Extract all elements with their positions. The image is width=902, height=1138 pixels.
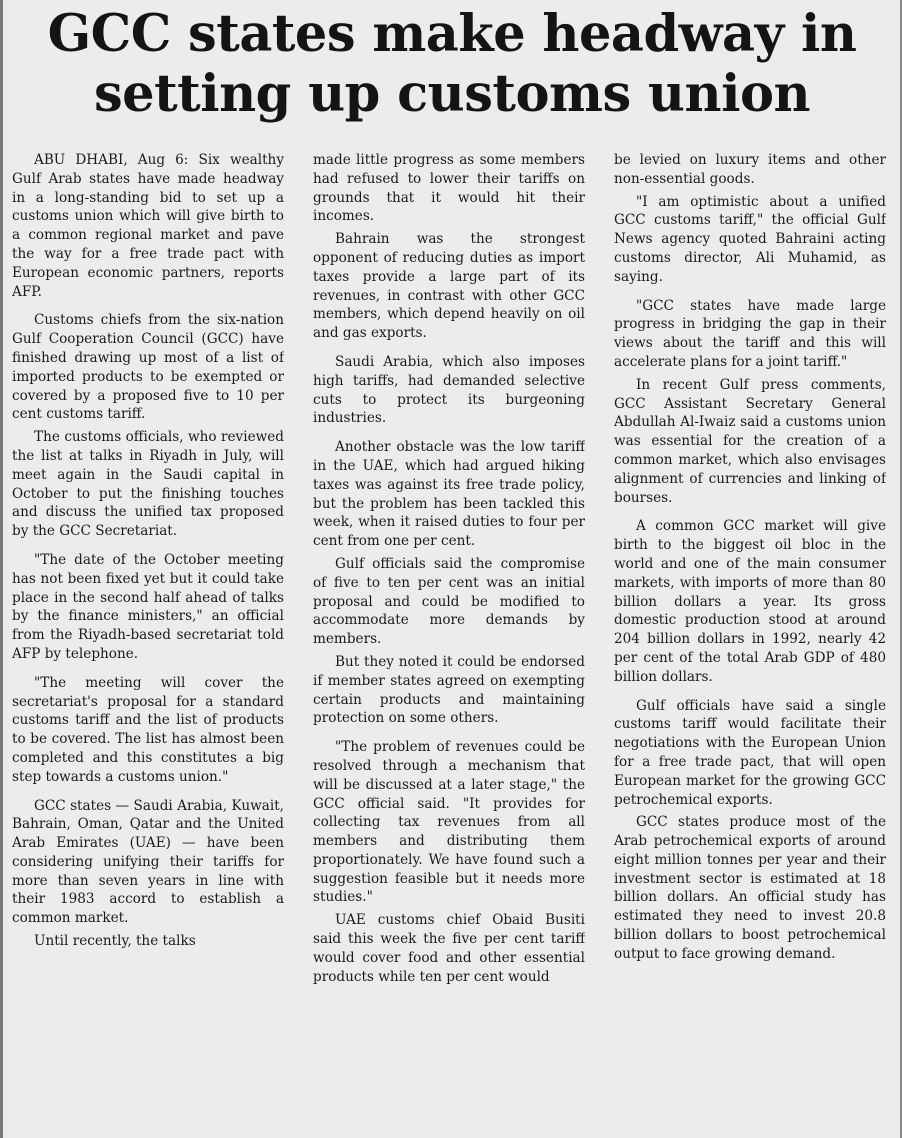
paragraph: "The problem of revenues could be resolved through a mechanism that will be discussed at a later stage," the GCC official said. "It provides for collecting tax revenues from all members and distributing them proportionately. We have found such a suggestion feasible but it needs more studies." — [313, 739, 585, 906]
paragraph: ABU DHABI, Aug 6: Six wealthy Gulf Arab states have made headway in a long-standing bid to set up a customs union which will give birth to a common regional market and pave the way for a free trade pact with European economic partners, reports AFP. — [12, 152, 284, 300]
headline: GCC states make headway in setting up customs union — [47, 4, 857, 124]
paragraph: Customs chiefs from the six-nation Gulf Cooperation Council (GCC) have finished drawing up most of a list of imported products to be exempted or covered by a proposed five to 10 per cent customs tariff. — [12, 312, 284, 423]
paragraph: UAE customs chief Obaid Busiti said this week the five per cent tariff would cover food and other essential products while ten per cent would — [313, 912, 585, 985]
left-page-edge — [0, 0, 3, 1138]
paragraph: But they noted it could be endorsed if member states agreed on exempting certain products and maintaining protection on some others. — [313, 653, 585, 727]
paragraph: Bahrain was the strongest opponent of reducing duties as import taxes provide a large part of its revenues, in contrast with other GCC members, which depend heavily on oil and gas exports. — [313, 231, 585, 342]
paragraph: A common GCC market will give birth to the biggest oil bloc in the world and one of the main consumer markets, with imports of more than 80 billion dollars a year. Its gross domestic production stood at around 204 billion dollars in 1992, nearly 42 per cent of the total Arab GDP of 480 billion dollars. — [614, 518, 886, 685]
paragraph: "The meeting will cover the secretariat's proposal for a standard customs tariff and the list of products to be covered. The list has almost been completed and this constitutes a big step towards a customs union." — [12, 674, 284, 785]
paragraph: "The date of the October meeting has not been fixed yet but it could take place in the second half ahead of talks by the finance ministers," an official from the Riyadh-based secretariat told AFP by telephone. — [12, 551, 284, 662]
paragraph: "GCC states have made large progress in bridging the gap in their views about the tariff and this will accelerate plans for a joint tariff." — [614, 297, 886, 370]
column-3 — [614, 151, 886, 1138]
article-body — [12, 151, 886, 1138]
column-2 — [313, 151, 585, 1138]
paragraph: "I am optimistic about a unified GCC customs tariff," the official Gulf News agency quoted Bahraini acting customs director, Ali Muhamid, as saying. — [614, 193, 886, 285]
paragraph: Another obstacle was the low tariff in the UAE, which had argued hiking taxes was against its free trade policy, but the problem has been tackled this week, when it raised duties to four per cent from one per cent. — [313, 439, 585, 550]
paragraph: Saudi Arabia, which also imposes high tariffs, had demanded selective cuts to protect its burgeoning industries. — [313, 353, 585, 427]
paragraph: GCC states — Saudi Arabia, Kuwait, Bahrain, Oman, Qatar and the United Arab Emirates (UAE) — have been considering unifying their tariffs for more than seven years in line with their 1983 accord to establish a common market. — [12, 797, 284, 927]
paragraph: Until recently, the talks — [34, 933, 196, 950]
paragraph: made little progress as some members had refused to lower their tariffs on grounds that it would hit their incomes. — [313, 152, 585, 225]
paragraph: be levied on luxury items and other non-essential goods. — [614, 152, 886, 187]
paragraph: In recent Gulf press comments, GCC Assistant Secretary General Abdullah Al-Iwaiz said a customs union was essential for the creation of a common market, which also envisages alignment of currencies and linking of bourses. — [614, 376, 886, 506]
paragraph: Gulf officials said the compromise of five to ten per cent was an initial proposal and could be modified to accommodate more demands by members. — [313, 555, 585, 648]
paragraph: GCC states produce most of the Arab petrochemical exports of around eight million tonnes per year and their investment sector is estimated at 18 billion dollars. An official study has estimated they need to invest 20.8 billion dollars to boost petrochemical output to face growing demand. — [614, 814, 886, 962]
paragraph: Gulf officials have said a single customs tariff would facilitate their negotiations with the European Union for a free trade pact, that will open European market for the growing GCC petrochemical exports. — [614, 697, 886, 808]
column-1 — [12, 151, 284, 1138]
paragraph: The customs officials, who reviewed the list at talks in Riyadh in July, will meet again in the Saudi capital in October to put the finishing touches and discuss the unified tax proposed by the GCC Secretariat. — [12, 429, 284, 540]
